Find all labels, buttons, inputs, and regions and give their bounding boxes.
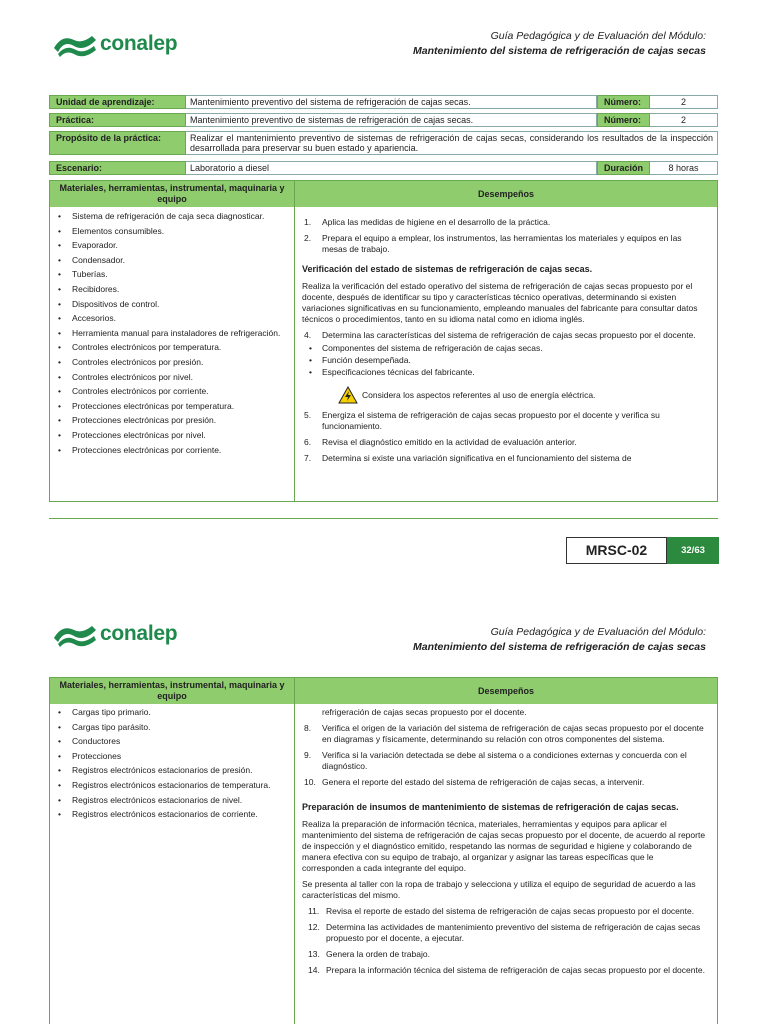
- step-text: Genera el reporte del estado del sistema de refrigeración de cajas secas, a intervenir.: [322, 777, 645, 787]
- practica-numero: 2: [650, 113, 718, 127]
- numero-label: Número:: [597, 113, 650, 127]
- row-escenario: [49, 161, 718, 175]
- material-item: • Registros electrónicos estacionarios de nivel.: [58, 795, 288, 806]
- step-item: [302, 217, 707, 228]
- section-title: Preparación de insumos de mantenimiento de sistemas de refrigeración de cajas secas.: [302, 802, 679, 812]
- step-text: Aplica las medidas de higiene en el desarrollo de la práctica.: [322, 217, 551, 227]
- step-item: [306, 949, 707, 960]
- practice-table: [49, 180, 718, 502]
- materials-column: [50, 207, 295, 501]
- material-item: • Evaporador.: [58, 240, 288, 251]
- module-code: MRSC-02: [566, 537, 667, 564]
- material-item: • Protecciones electrónicas por temperatura.: [58, 401, 288, 412]
- step-number: 2.: [304, 233, 312, 243]
- step-number: 6.: [304, 437, 312, 447]
- guide-line-2: Mantenimiento del sistema de refrigeración de cajas secas: [413, 641, 706, 653]
- step-number: 4.: [304, 330, 312, 340]
- material-item: • Registros electrónicos estacionarios de temperatura.: [58, 780, 288, 791]
- conalep-logo: [52, 620, 177, 648]
- material-item: • Dispositivos de control.: [58, 299, 288, 310]
- material-item: • Controles electrónicos por nivel.: [58, 372, 288, 383]
- page-number: 32/63: [667, 537, 719, 564]
- step-text: Determina las características del sistema de refrigeración de cajas secas propuesto por el docente.: [322, 330, 696, 340]
- bullet-item: • Componentes del sistema de refrigeración de cajas secas.: [302, 343, 707, 354]
- material-item: • Sistema de refrigeración de caja seca diagnosticar.: [58, 211, 288, 222]
- table-header: [50, 181, 717, 207]
- numero-label: Número:: [597, 95, 650, 109]
- step-text: Verifica si la variación detectada se debe al sistema o a condiciones externas y concuerda con el diagnóstico.: [322, 750, 687, 771]
- table-body: [50, 704, 717, 1024]
- step-item: [306, 965, 707, 976]
- logo-text: conalep: [100, 622, 178, 645]
- step-number: 7.: [304, 453, 312, 463]
- material-item: • Accesorios.: [58, 313, 288, 324]
- proposito-value: Realizar el mantenimiento preventivo de sistemas de refrigeración de cajas secas, considerando los resultados de la inspección desarrollada para preservar su buen estado y apariencia.: [186, 131, 718, 155]
- step-item: [302, 437, 707, 448]
- row-practica: [49, 113, 718, 127]
- warning-electric-icon: [338, 386, 358, 404]
- materials-header: Materiales, herramientas, instrumental, maquinaria y equipo: [50, 678, 295, 704]
- material-item: • Protecciones: [58, 751, 288, 762]
- unidad-value: Mantenimiento preventivo del sistema de refrigeración de cajas secas.: [186, 95, 597, 109]
- duracion-label: Duración: [597, 161, 650, 175]
- proposito-label: Propósito de la práctica:: [49, 131, 186, 155]
- step-text: Genera la orden de trabajo.: [326, 949, 430, 959]
- step-item: [302, 750, 707, 772]
- desempenos-header: Desempeños: [477, 189, 535, 199]
- desempenos-header: Desempeños: [477, 686, 535, 696]
- material-item: • Cargas tipo primario.: [58, 707, 288, 718]
- material-item: • Elementos consumibles.: [58, 226, 288, 237]
- material-item: • Registros electrónicos estacionarios de corriente.: [58, 809, 288, 820]
- material-item: • Controles electrónicos por temperatura.: [58, 342, 288, 353]
- material-item: • Cargas tipo parásito.: [58, 722, 288, 733]
- materials-list: [58, 707, 288, 820]
- material-item: • Herramienta manual para instaladores de refrigeración.: [58, 328, 288, 339]
- step-number: 9.: [304, 750, 312, 760]
- table-body: [50, 207, 717, 501]
- step-number: 13.: [308, 949, 320, 959]
- table-header: [50, 678, 717, 704]
- material-item: • Protecciones electrónicas por nivel.: [58, 430, 288, 441]
- continuation-text: refrigeración de cajas secas propuesto por el docente.: [322, 707, 527, 717]
- section-paragraph: Realiza la verificación del estado operativo del sistema de refrigeración de cajas secas propuesto por el docente, después de identificar su tipo y características técnico operativas, determinando si existen variaciones significativas en su funcionamiento, empleando manuales del fabricante para consultar datos técnicos o procedimientos, tanto en su idioma natal como en idioma inglés.: [302, 281, 698, 324]
- section-title: Verificación del estado de sistemas de refrigeración de cajas secas.: [302, 264, 593, 274]
- desempenos-column: [295, 704, 717, 1024]
- material-item: • Protecciones electrónicas por presión.: [58, 415, 288, 426]
- step-text: Energiza el sistema de refrigeración de cajas secas propuesto por el docente y verifica su funcionamiento.: [322, 410, 660, 431]
- step-number: 14.: [308, 965, 320, 975]
- material-item: • Condensador.: [58, 255, 288, 266]
- material-item: • Controles electrónicos por corriente.: [58, 386, 288, 397]
- materials-list: [58, 211, 288, 456]
- material-item: • Tuberías.: [58, 269, 288, 280]
- step-text: Revisa el reporte de estado del sistema de refrigeración de cajas secas propuesto por el docente.: [326, 906, 695, 916]
- bullet-item: • Especificaciones técnicas del fabricante.: [302, 367, 707, 378]
- step-item: [302, 453, 707, 464]
- unidad-label: Unidad de aprendizaje:: [49, 95, 186, 109]
- material-item: • Recibidores.: [58, 284, 288, 295]
- document-page-2: [0, 590, 768, 1024]
- duracion-value: 8 horas: [650, 161, 718, 175]
- step-number: 12.: [308, 922, 320, 932]
- step-number: 5.: [304, 410, 312, 420]
- step-item: [302, 233, 707, 255]
- step-number: 1.: [304, 217, 312, 227]
- practica-value: Mantenimiento preventivo de sistemas de refrigeración de cajas secas.: [186, 113, 597, 127]
- escenario-label: Escenario:: [49, 161, 186, 175]
- warning-text: Considera los aspectos referentes al uso de energía eléctrica.: [362, 389, 596, 400]
- material-item: • Conductores: [58, 736, 288, 747]
- desempenos-column: [295, 207, 717, 501]
- material-item: • Registros electrónicos estacionarios de presión.: [58, 765, 288, 776]
- conalep-logo-icon: [52, 30, 98, 58]
- step-number: 8.: [304, 723, 312, 733]
- guide-line-1: Guía Pedagógica y de Evaluación del Módulo:: [490, 30, 706, 42]
- unidad-numero: 2: [650, 95, 718, 109]
- guide-title: [413, 29, 706, 59]
- material-item: • Protecciones electrónicas por corriente.: [58, 445, 288, 456]
- material-item: • Controles electrónicos por presión.: [58, 357, 288, 368]
- step-number: 11.: [308, 906, 320, 916]
- bullet-item: • Función desempeñada.: [302, 355, 707, 366]
- materials-column: [50, 704, 295, 1024]
- logo-text: conalep: [100, 32, 178, 55]
- guide-line-2: Mantenimiento del sistema de refrigeración de cajas secas: [413, 45, 706, 57]
- page-footer: [566, 537, 719, 564]
- step-number: 10.: [304, 777, 316, 787]
- step-text: Prepara el equipo a emplear, los instrumentos, las herramientas los materiales y equipos en las mesas de trabajo.: [322, 233, 682, 254]
- practica-label: Práctica:: [49, 113, 186, 127]
- step-item: [302, 330, 707, 341]
- warning-note: [338, 386, 707, 404]
- materials-header: Materiales, herramientas, instrumental, maquinaria y equipo: [50, 181, 295, 207]
- conalep-logo: [52, 30, 177, 58]
- escenario-value: Laboratorio a diesel: [186, 161, 597, 175]
- practice-table-continued: [49, 677, 718, 1024]
- section-paragraph: Realiza la preparación de información técnica, materiales, herramientas y equipos para aplicar el mantenimiento del sistema de refrigeración de cajas secas propuesto por el docente, de acuerdo al reporte de inspección y el diagnóstico emitido, respetando las normas de seguridad e higiene y colaborando de manera efectiva con su equipo de trabajo, al organizar y asignar las tareas específicas que le corresponden a cada integrante del equipo.: [302, 819, 706, 873]
- step-item: [306, 906, 707, 917]
- step-text: Determina las actividades de mantenimiento preventivo del sistema de refrigeración de cajas secas propuesto por el docente, a ejecutar.: [326, 922, 701, 943]
- step-item: [306, 922, 707, 944]
- step-text: Revisa el diagnóstico emitido en la actividad de evaluación anterior.: [322, 437, 577, 447]
- conalep-logo-icon: [52, 620, 98, 648]
- step-item: [302, 723, 707, 745]
- step-text: Verifica el origen de la variación del sistema de refrigeración de cajas secas propuesto por el docente en diagramas y físicamente, determinando su relación con otros componentes del sistema.: [322, 723, 704, 744]
- step-text: Prepara la información técnica del sistema de refrigeración de cajas secas propuesto por el docente.: [326, 965, 705, 975]
- step-item: [302, 777, 707, 788]
- step-text: Determina si existe una variación significativa en el funcionamiento del sistema de: [322, 453, 632, 463]
- page-divider: [49, 518, 718, 519]
- row-proposito: [49, 131, 718, 155]
- row-unidad: [49, 95, 718, 109]
- guide-title: [413, 625, 706, 655]
- step-item: [302, 410, 707, 432]
- guide-line-1: Guía Pedagógica y de Evaluación del Módulo:: [490, 626, 706, 638]
- section-paragraph-2: Se presenta al taller con la ropa de trabajo y selecciona y utiliza el equipo de seguridad de acuerdo a las características del mismo.: [302, 879, 696, 900]
